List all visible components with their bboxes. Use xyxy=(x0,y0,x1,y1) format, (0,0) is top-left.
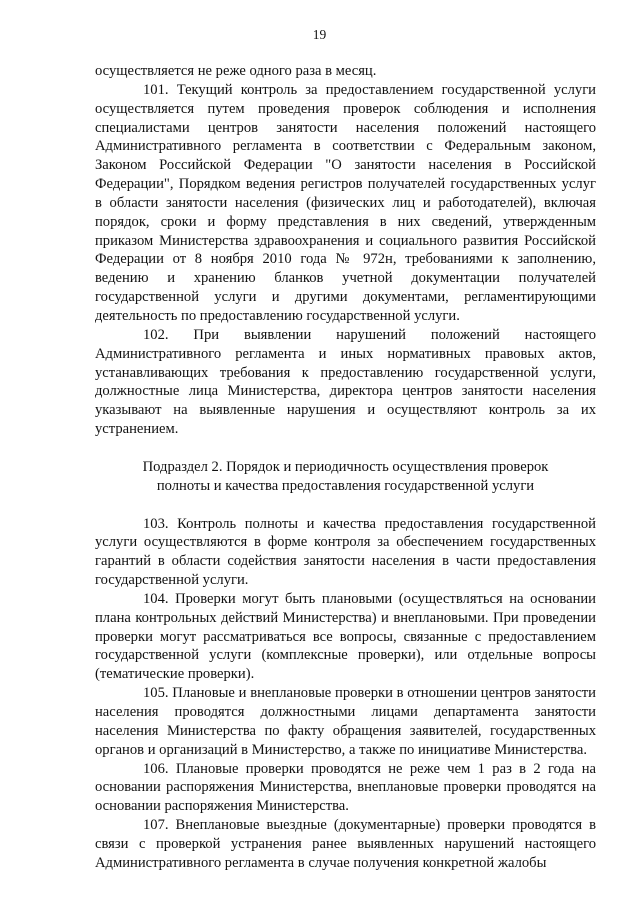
page-number: 19 xyxy=(312,27,327,42)
paragraph-105: 105. Плановые и внеплановые проверки в отношении центров занятости населения проводятся должностными лицами департамента занятости населения Министерства по факту обращения заявителей, государственных органов и организаций в Министерство, а также по инициативе Министерства. xyxy=(95,685,596,758)
paragraph-107: 107. Внеплановые выездные (документарные) проверки проводятся в связи с проверкой устранения ранее выявленных нарушений настоящего Административного регламента в случае получения конкретной жалобы xyxy=(95,817,596,871)
paragraph-continuation: осуществляется не реже одного раза в месяц. xyxy=(95,63,377,79)
paragraph-101: 101. Текущий контроль за предоставлением государственной услуги осуществляется путем проведения проверок соблюдения и исполнения специалистами центров занятости населения положений настоящего Административного регламента в соответствии с Федеральным законом, Законом Российской Федерации "О занятости населения в Российской Федерации", Порядком ведения регистров получателей государственных услуг в области занятости населения (физических лиц и работодателей), включая порядок, сроки и форму представления в них сведений, утвержденным приказом Министерства здравоохранения и социального развития Российской Федерации от 8 ноября 2010 года № 972н, требованиями к заполнению, ведению и хранению бланков учетной документации получателей государственной услуги и другими документами, регламентирующими деятельность по предоставлению государственной услуги. xyxy=(95,81,596,324)
subsection-heading xyxy=(95,458,596,496)
paragraph-102: 102. При выявлении нарушений положений настоящего Административного регламента и иных нормативных правовых актов, устанавливающих требования к предоставлению государственной услуги, должностные лица Министерства, директора центров занятости населения указывают на выявленные нарушения и осуществляют контроль за их устранением. xyxy=(95,326,596,438)
subsection-heading-line-2: полноты и качества предоставления государственной услуги xyxy=(156,477,535,494)
paragraph-103: 103. Контроль полноты и качества предоставления государственной услуги осуществляются в форме контроля за обеспечением государственных гарантий в области содействия занятости населения в части предоставления государственной услуги. xyxy=(95,515,596,589)
spacer xyxy=(95,496,596,515)
spacer xyxy=(95,439,596,458)
paragraph-106: 106. Плановые проверки проводятся не реже чем 1 раз в 2 года на основании распоряжения Министерства, внеплановые проверки проводятся на основании распоряжения Министерства. xyxy=(95,760,596,815)
document-body xyxy=(95,62,596,873)
subsection-heading-line-1: Подраздел 2. Порядок и периодичность осуществления проверок xyxy=(142,458,549,475)
paragraph-104: 104. Проверки могут быть плановыми (осуществляться на основании плана контрольных действий Министерства) и внеплановыми. При проведении проверки могут рассматриваться все вопросы, связанные с предоставлением государственной услуги (комплексные проверки), или отдельные вопросы (тематические проверки). xyxy=(95,590,596,683)
